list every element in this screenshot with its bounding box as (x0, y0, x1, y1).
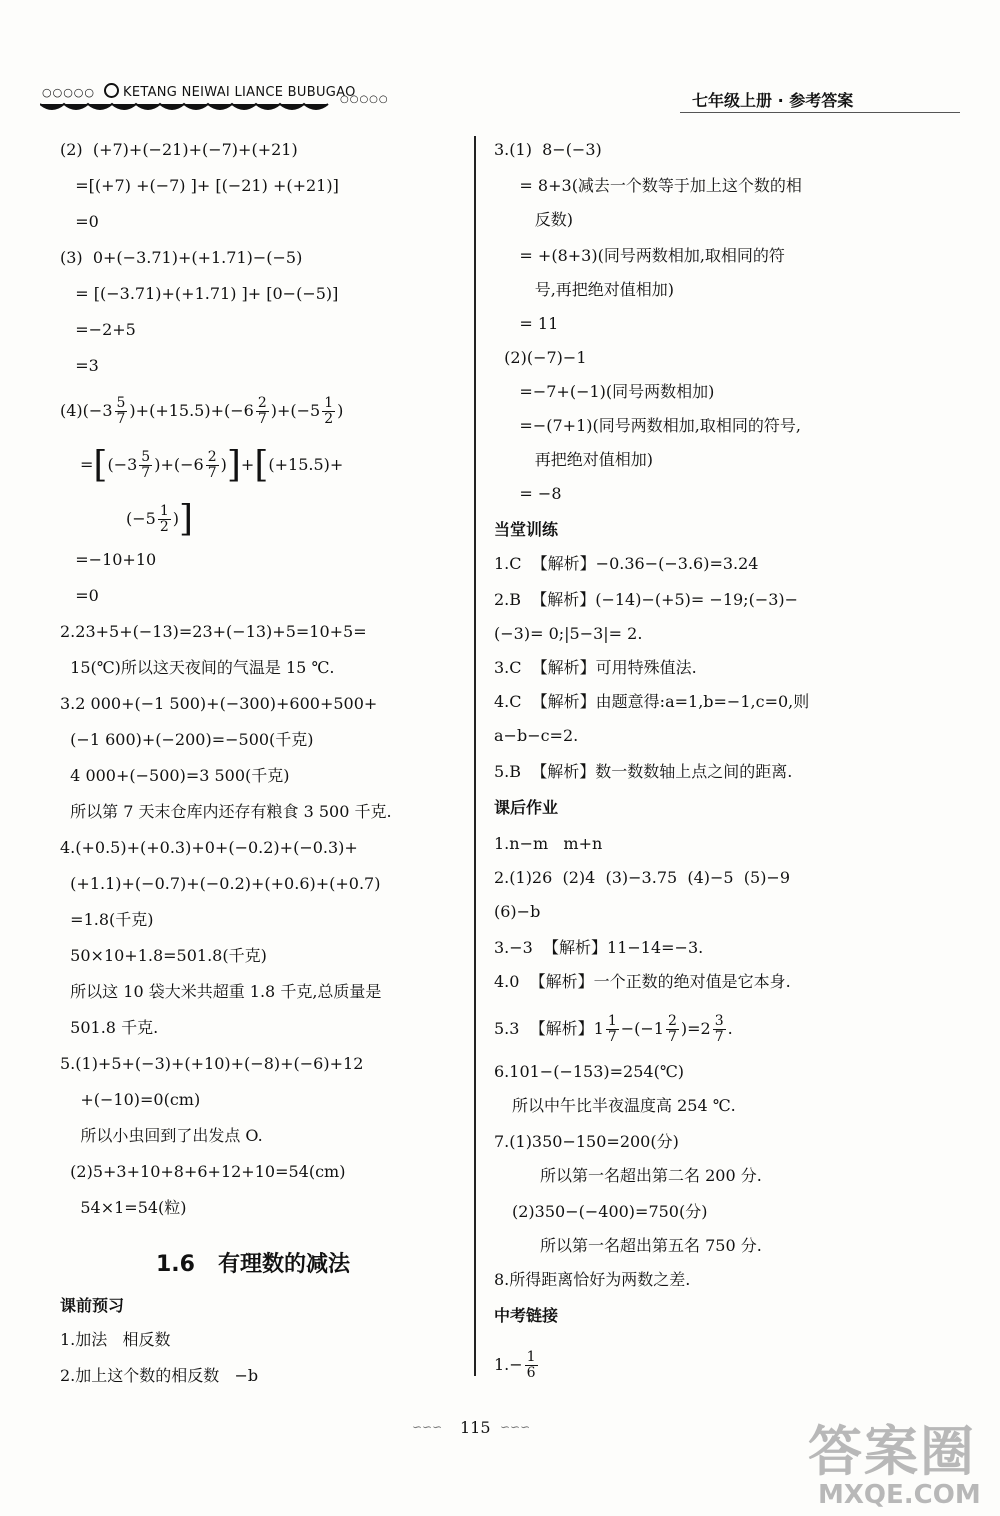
answer-line: 所以这 10 袋大米共超重 1.8 千克,总质量是 (60, 982, 382, 1001)
answer-line: 所以第一名超出第五名 750 分. (540, 1236, 762, 1255)
bracket: [ (93, 444, 108, 486)
answer-line: 2.B 【解析】(−14)−(+5)= −19;(−3)− (494, 590, 799, 609)
answer-line: =3 (60, 356, 99, 375)
text: (−5 (126, 509, 156, 528)
answer-line: =−10+10 (60, 550, 157, 569)
header-dots: ○○○○○ (42, 86, 95, 99)
denominator: 7 (607, 1029, 617, 1045)
answer-line: 3.(1) 8−(−3) (494, 140, 602, 159)
answer-line: 反数) (494, 210, 573, 229)
answer-line: (−3)= 0;|5−3|= 2. (494, 624, 643, 643)
fraction (115, 396, 128, 427)
answer-line: =−(7+1)(同号两数相加,取相同的符号, (494, 416, 801, 435)
answer-line: = 11 (494, 314, 559, 333)
answer-line: = +(8+3)(同号两数相加,取相同的符 (494, 246, 785, 265)
answer-line: 8.所得距离恰好为两数之差. (494, 1270, 691, 1289)
answer-line-fraction (126, 498, 194, 540)
numerator: 2 (207, 449, 217, 465)
header-rule (680, 112, 960, 113)
answer-line: 50×10+1.8=501.8(千克) (60, 946, 267, 965)
text: (−3 (107, 455, 138, 474)
answer-line: 号,再把绝对值相加) (494, 280, 675, 299)
page-number-decoration-left: ∽∽∽ (412, 1420, 443, 1434)
numerator: 3 (714, 1013, 724, 1029)
answer-line: 2.23+5+(−13)=23+(−13)+5=10+5= (60, 622, 367, 641)
answer-line: 5.(1)+5+(−3)+(+10)+(−8)+(−6)+12 (60, 1054, 364, 1073)
watermark-url: MXQE.COM (818, 1480, 981, 1510)
answer-line: 所以小虫回到了出发点 O. (60, 1126, 263, 1145)
text: )=2 (680, 1019, 711, 1038)
denominator: 2 (159, 519, 169, 535)
text: )+(−6 (154, 455, 204, 474)
header-dots-2: ○○○○○ (340, 94, 389, 105)
answer-line: 15(℃)所以这天夜间的气温是 15 ℃. (60, 658, 335, 677)
answer-line: 所以第一名超出第二名 200 分. (540, 1166, 762, 1185)
bracket: ] (179, 498, 194, 540)
numerator: 1 (324, 395, 334, 411)
label: (4) (60, 401, 83, 420)
fraction (525, 1350, 538, 1381)
denominator: 7 (141, 465, 151, 481)
answer-line: 2.(1)26 (2)4 (3)−3.75 (4)−5 (5)−9 (494, 868, 791, 887)
column-divider (474, 136, 476, 1376)
fraction (206, 450, 219, 481)
text: = (80, 455, 94, 474)
answer-line: 501.8 千克. (60, 1018, 159, 1037)
answer-line-fraction (80, 444, 344, 486)
answer-line: = 8+3(减去一个数等于加上这个数的相 (494, 176, 802, 195)
denominator: 7 (667, 1029, 677, 1045)
text: )+(+15.5)+(−6 (129, 401, 254, 420)
answer-line: 4 000+(−500)=3 500(千克) (60, 766, 290, 785)
answer-line: a−b−c=2. (494, 726, 579, 745)
answer-line: 所以第 7 天末仓库内还存有粮食 3 500 千克. (60, 802, 392, 821)
answer-line: (2)350−(−400)=750(分) (512, 1202, 708, 1221)
text: (−3 (82, 401, 113, 420)
answer-line-fraction (60, 396, 343, 427)
fraction (256, 396, 269, 427)
page-header (40, 82, 920, 122)
answer-line: 54×1=54(粒) (60, 1198, 187, 1217)
denominator: 7 (257, 411, 267, 427)
answer-line: +(−10)=0(cm) (60, 1090, 201, 1109)
numerator: 2 (257, 395, 267, 411)
answer-line-fraction (494, 1014, 733, 1045)
answer-line: =0 (60, 586, 99, 605)
brand-logo-icon (104, 83, 119, 98)
section-title: 1.6 有理数的减法 (156, 1252, 350, 1277)
answer-line: =[(+7) +(−7) ]+ [(−21) +(+21)] (60, 176, 339, 195)
answer-line: (2)5+3+10+8+6+12+10=54(cm) (60, 1162, 346, 1181)
text: ) (337, 401, 344, 420)
answer-line: = [(−3.71)+(+1.71) ]+ [0−(−5)] (60, 284, 339, 303)
answer-line: =−2+5 (60, 320, 136, 339)
answer-line: (−1 600)+(−200)=−500(千克) (60, 730, 314, 749)
answer-line: 4.0 【解析】一个正数的绝对值是它本身. (494, 972, 791, 991)
denominator: 6 (526, 1365, 536, 1381)
answer-line: 3.C 【解析】可用特殊值法. (494, 658, 697, 677)
watermark (808, 1420, 981, 1510)
text: + (240, 455, 255, 474)
denominator: 7 (207, 465, 217, 481)
preview-heading: 课前预习 (60, 1296, 125, 1315)
answer-line: 再把绝对值相加) (494, 450, 653, 469)
numerator: 5 (141, 449, 151, 465)
answer-line: 3.2 000+(−1 500)+(−300)+600+500+ (60, 694, 378, 713)
text: 5.3 【解析】1 (494, 1019, 604, 1038)
text: ) (172, 509, 179, 528)
answer-line: (2)(−7)−1 (494, 348, 587, 367)
bracket: ] (226, 444, 241, 486)
answer-line: 所以中午比半夜温度高 254 ℃. (512, 1096, 736, 1115)
fraction (139, 450, 152, 481)
text: (+15.5)+ (268, 455, 344, 474)
answer-line: (3) 0+(−3.71)+(+1.71)−(−5) (60, 248, 303, 267)
denominator: 2 (324, 411, 334, 427)
text: ) (220, 455, 227, 474)
header-wave-decoration (40, 100, 340, 114)
answer-line: 1.n−m m+n (494, 834, 603, 853)
page-number: 115 (460, 1418, 491, 1437)
text: . (727, 1019, 733, 1038)
fraction (713, 1014, 726, 1045)
answer-line: 4.C 【解析】由题意得:a=1,b=−1,c=0,则 (494, 692, 810, 711)
answer-line: =0 (60, 212, 99, 231)
numerator: 1 (159, 503, 169, 519)
fraction (322, 396, 335, 427)
denominator: 7 (714, 1029, 724, 1045)
fraction (666, 1014, 679, 1045)
header-brand-text: KETANG NEIWAI LIANCE BUBUGAO (123, 85, 356, 100)
denominator: 7 (116, 411, 126, 427)
numerator: 1 (526, 1349, 536, 1365)
answer-line: (6)−b (494, 902, 541, 921)
text: −(−1 (620, 1019, 664, 1038)
class-heading: 当堂训练 (494, 520, 559, 539)
answer-line: 7.(1)350−150=200(分) (494, 1132, 679, 1151)
watermark-text: 答案圈 (808, 1420, 976, 1483)
page-number-decoration-right: ∽∽∽ (500, 1420, 531, 1434)
answer-line: 3.−3 【解析】11−14=−3. (494, 938, 704, 957)
frac-group (82, 395, 344, 427)
answer-line: 5.B 【解析】数一数数轴上点之间的距离. (494, 762, 793, 781)
text: )+(−5 (270, 401, 321, 420)
numerator: 5 (116, 395, 126, 411)
answer-line: 1.C 【解析】−0.36−(−3.6)=3.24 (494, 554, 759, 573)
preview-answer-1: 1.加法 相反数 (60, 1330, 171, 1349)
text: 1.− (494, 1355, 523, 1374)
fraction (158, 504, 171, 535)
fraction (606, 1014, 619, 1045)
answer-line: (2) (+7)+(−21)+(−7)+(+21) (60, 140, 298, 159)
answer-line: =1.8(千克) (60, 910, 154, 929)
numerator: 1 (607, 1013, 617, 1029)
answer-line: 4.(+0.5)+(+0.3)+0+(−0.2)+(−0.3)+ (60, 838, 358, 857)
homework-heading: 课后作业 (494, 798, 559, 817)
exam-answer-1 (494, 1350, 540, 1381)
bracket: [ (254, 444, 269, 486)
preview-answer-2: 2.加上这个数的相反数 −b (60, 1366, 259, 1385)
answer-line: (+1.1)+(−0.7)+(−0.2)+(+0.6)+(+0.7) (60, 874, 381, 893)
answer-line: =−7+(−1)(同号两数相加) (494, 382, 715, 401)
header-title: 七年级上册 · 参考答案 (692, 91, 854, 110)
answer-line: 6.101−(−153)=254(℃) (494, 1062, 684, 1081)
numerator: 2 (667, 1013, 677, 1029)
exam-heading: 中考链接 (494, 1306, 559, 1325)
header-brand (104, 83, 356, 100)
answer-line: = −8 (494, 484, 562, 503)
